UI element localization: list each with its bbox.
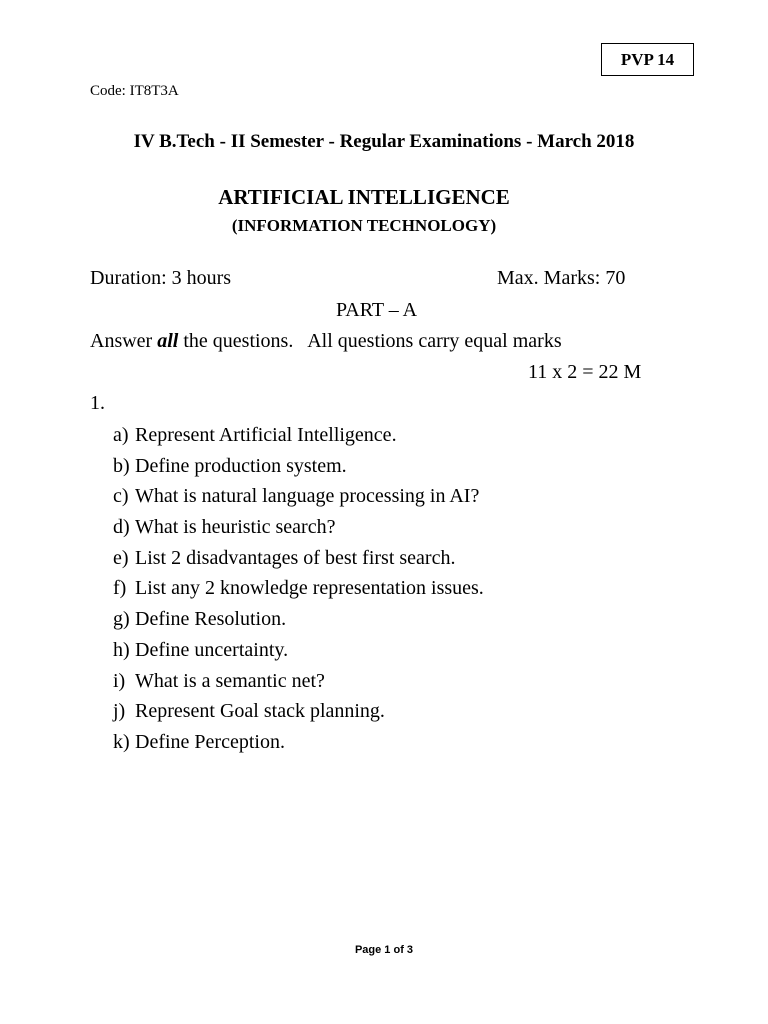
- item-letter: h): [113, 638, 130, 661]
- item-text: Represent Artificial Intelligence.: [135, 424, 397, 446]
- list-item: [113, 699, 484, 730]
- list-item: [113, 484, 484, 515]
- subject-code: Code: IT8T3A: [90, 83, 179, 99]
- item-letter: c): [113, 485, 129, 508]
- subject-title: ARTIFICIAL INTELLIGENCE: [218, 185, 510, 209]
- item-letter: j): [113, 700, 126, 723]
- duration: Duration: 3 hours: [90, 267, 232, 289]
- item-text: List any 2 knowledge representation issues.: [135, 577, 484, 600]
- item-letter: d): [113, 516, 130, 539]
- item-letter: g): [113, 608, 130, 631]
- list-item: [113, 730, 484, 761]
- instruction-emphasis: all: [157, 330, 179, 352]
- item-text: List 2 disadvantages of best first search.: [135, 546, 456, 569]
- instruction-suffix: the questions. All questions carry equal marks: [178, 330, 562, 352]
- question-list: [113, 423, 484, 761]
- item-text: Represent Goal stack planning.: [135, 700, 385, 723]
- marks-formula: 11 x 2 = 22 M: [528, 361, 642, 383]
- item-text: Define Perception.: [135, 730, 285, 753]
- item-text: What is a semantic net?: [135, 669, 325, 692]
- list-item: [113, 423, 484, 454]
- exam-title: IV B.Tech - II Semester - Regular Examinations - March 2018: [133, 131, 635, 152]
- max-marks: Max. Marks: 70: [497, 267, 626, 289]
- list-item: [113, 515, 484, 546]
- item-letter: k): [113, 730, 130, 753]
- paper-code-box: PVP 14: [601, 43, 694, 76]
- item-letter: e): [113, 546, 129, 569]
- part-heading: PART – A: [336, 299, 418, 321]
- department-title: (INFORMATION TECHNOLOGY): [231, 216, 497, 235]
- page-footer: Page 1 of 3: [354, 944, 414, 956]
- item-text: Define uncertainty.: [135, 638, 289, 661]
- item-letter: b): [113, 454, 130, 477]
- item-letter: a): [113, 424, 129, 446]
- list-item: [113, 454, 484, 485]
- list-item: [113, 669, 484, 700]
- instruction: [90, 330, 562, 353]
- list-item: [113, 638, 484, 669]
- list-item: [113, 607, 484, 638]
- item-letter: i): [113, 669, 126, 692]
- item-text: Define production system.: [135, 454, 347, 477]
- item-text: What is heuristic search?: [135, 516, 336, 539]
- list-item: [113, 576, 484, 607]
- item-text: What is natural language processing in AI?: [135, 485, 480, 508]
- item-letter: f): [113, 577, 127, 600]
- instruction-prefix: Answer: [90, 330, 158, 352]
- item-text: Define Resolution.: [135, 608, 287, 631]
- list-item: [113, 546, 484, 577]
- question-number: 1.: [90, 392, 105, 414]
